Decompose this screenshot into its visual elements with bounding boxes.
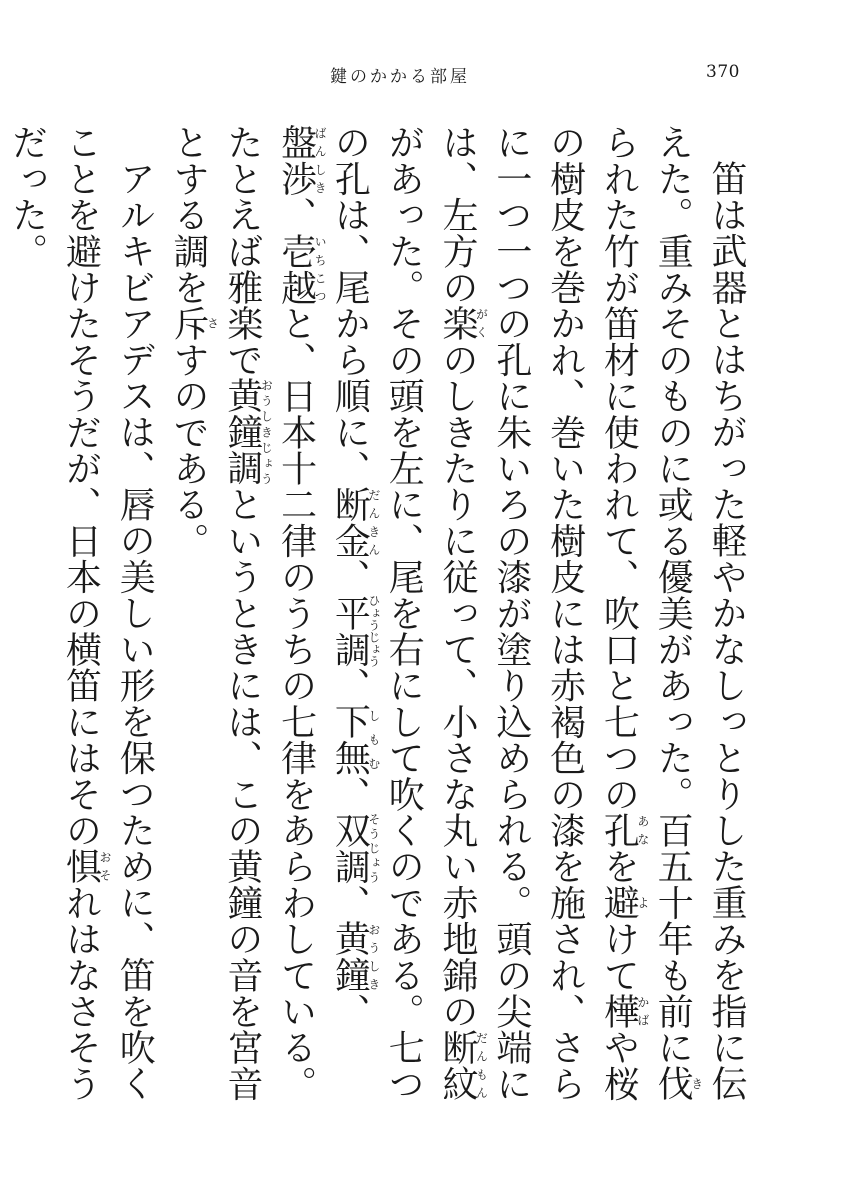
furigana-reading: そうじょう [366,811,381,885]
furigana-reading: いちこつ [313,232,328,306]
furigana-reading: だんもん [474,1029,489,1102]
furigana-reading: おうしき [366,920,381,993]
furigana-reading: よ [635,884,650,921]
furigana-reading: あな [635,811,650,849]
ruby-annotated-word: 惧おそ [60,848,112,885]
ruby-annotated-word: 避よ [598,884,650,921]
paragraph: アルキビアデスは、唇の美しい形を保つために、笛を吹くことを避けたそうだが、日本の横笛にはその惧おそれはなさそうだった。 [6,124,156,1102]
ruby-annotated-word: 伐き [652,1065,704,1102]
furigana-reading: おそ [97,848,112,885]
furigana-reading: だんきん [366,486,381,559]
ruby-annotated-word: 黄鐘おうしき [329,920,381,993]
ruby-annotated-word: 樺かば [598,992,650,1030]
paragraph: 笛は武器とはちがった軽やかなしっとりした重みを指に伝えた。重みそのものに或る優美があった。百五十年も前に伐きられた竹が笛材に使われて、吹口と七つの孔あなを避よけて樺かばや桜の樹皮を巻かれ、巻いた樹皮には赤褐色の漆を施され、さらに一つ一つの孔に朱いろの漆が塗り込められる。頭の尖端には、左方の楽がくのしきたりに従って、小さな丸い赤地錦の断紋だんもんがあった。その頭を左に、尾を右にして吹くのである。七つの孔は、尾から順に、断金だんきん、平調ひょうじょう、下無しもむ、双調そうじょう、黄鐘おうしき、盤渉ばんしき、壱越いちこつと、日本十二律のうちの七律をあらわしている。たとえば雅楽で黄鐘調おうしきじょうというときには、この黄鐘の音を宮音とする調を斥さすのである。 [168,124,747,1102]
ruby-annotated-word: 盤渉ばんしき [275,124,328,197]
furigana-reading: ばんしき [313,124,328,197]
ruby-annotated-word: 孔あな [598,811,650,849]
running-head [0,62,841,92]
ruby-annotated-word: 断金だんきん [329,486,381,559]
furigana-reading [0,920,1,956]
furigana-reading: しもむ [366,703,381,776]
furigana-reading: さ [205,305,220,342]
body-text [6,124,753,1134]
ruby-annotated-word: 平調ひょうじょう [329,594,381,668]
ruby-annotated-word: 斥さ [168,305,220,342]
book-title: 鍵のかかる部屋 [330,67,470,87]
ruby-annotated-word: 下無しもむ [329,703,381,776]
page-number: 370 [706,62,740,82]
ruby-annotated-word: 壱越いちこつ [275,232,328,306]
furigana-reading: ひょうじょう [366,594,381,668]
ruby-annotated-word: 双調そうじょう [329,811,381,885]
furigana-reading: かば [635,992,650,1030]
furigana-reading: がく [474,305,489,342]
furigana-reading: おうしきじょう [259,377,274,486]
ruby-annotated-word: 断紋だんもん [437,1029,489,1102]
ruby-annotated-word: 楽がく [437,305,489,342]
furigana-reading: き [689,1065,704,1102]
ruby-annotated-word: 黄鐘調おうしきじょう [221,377,274,487]
